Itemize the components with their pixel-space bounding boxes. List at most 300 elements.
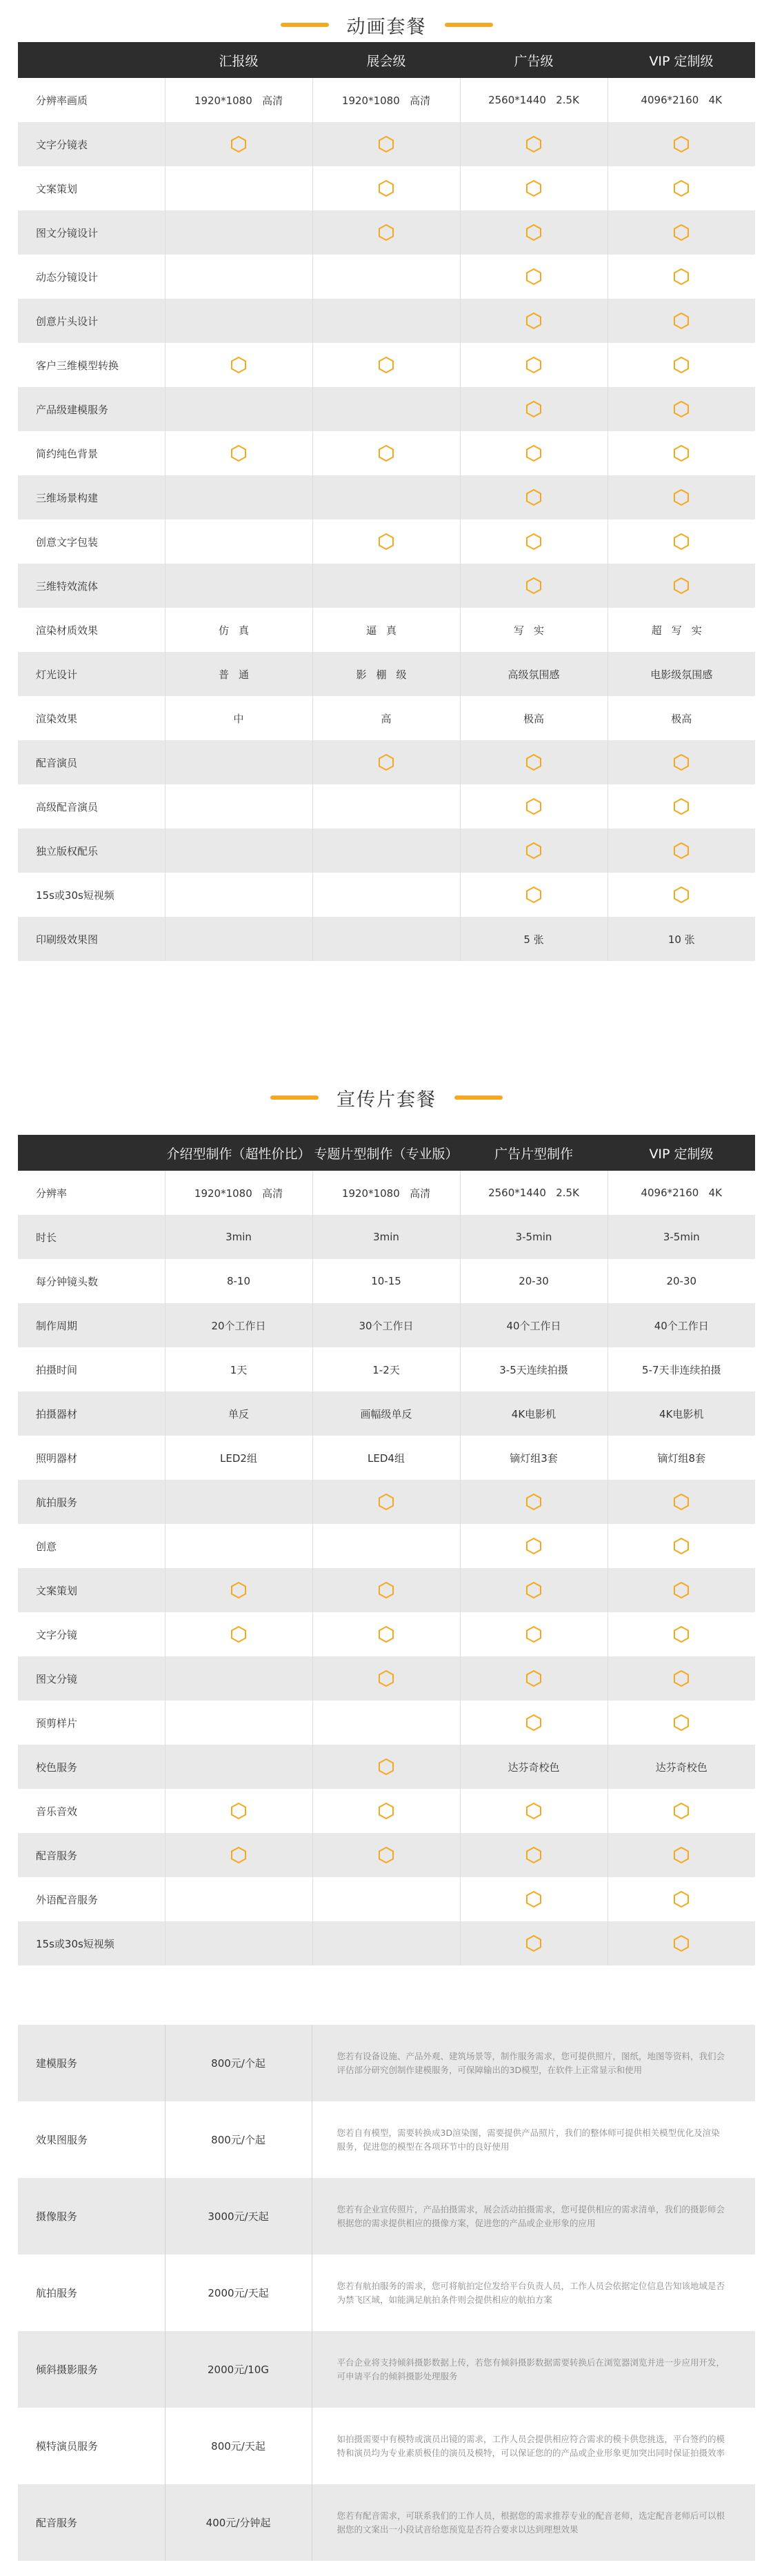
row-label: 图文分镜 — [18, 1656, 165, 1701]
included-cell — [460, 299, 608, 343]
value-cell — [165, 1171, 312, 1215]
hexagon-check-icon — [377, 753, 396, 772]
included-cell — [460, 1568, 608, 1612]
value-cell — [165, 1391, 312, 1436]
included-cell — [460, 1612, 608, 1656]
hexagon-check-icon — [377, 1845, 396, 1865]
empty-cell — [165, 1877, 312, 1921]
cell-value: 达芬奇校色 — [655, 1761, 707, 1774]
cell-value: 5 张 — [523, 933, 544, 946]
service-price: 800元/个起 — [165, 2101, 312, 2178]
hexagon-check-icon — [672, 1492, 691, 1512]
included-cell — [608, 387, 755, 431]
cell-value: 3min — [373, 1231, 399, 1243]
hexagon-check-icon — [524, 444, 543, 463]
hexagon-check-icon — [377, 444, 396, 463]
value-cell — [165, 1347, 312, 1391]
cell-value: 仿真 — [218, 624, 259, 637]
hexagon-check-icon — [672, 444, 691, 463]
value-cell — [312, 696, 460, 740]
value-cell — [165, 1303, 312, 1347]
service-price: 800元/个起 — [165, 2025, 312, 2101]
hexagon-check-icon — [524, 488, 543, 507]
service-price: 2000元/天起 — [165, 2255, 312, 2331]
included-cell — [608, 564, 755, 608]
row-label: 印刷级效果图 — [18, 917, 165, 961]
service-row — [18, 2101, 755, 2178]
row-label: 独立版权配乐 — [18, 829, 165, 873]
value-cell — [608, 1745, 755, 1789]
empty-cell — [312, 387, 460, 431]
hexagon-check-icon — [229, 444, 248, 463]
hexagon-check-icon — [672, 311, 691, 330]
row-label: 文案策划 — [18, 1568, 165, 1612]
included-cell — [608, 431, 755, 475]
service-row — [18, 2025, 755, 2101]
included-cell — [608, 475, 755, 519]
included-cell — [312, 740, 460, 784]
hexagon-check-icon — [229, 355, 248, 375]
value-cell — [165, 1436, 312, 1480]
table-row — [18, 299, 755, 343]
value-cell — [165, 1215, 312, 1259]
row-label: 创意片头设计 — [18, 299, 165, 343]
row-label: 制作周期 — [18, 1303, 165, 1347]
hexagon-check-icon — [229, 135, 248, 154]
value-cell — [608, 1303, 755, 1347]
empty-cell — [165, 387, 312, 431]
hexagon-check-icon — [524, 135, 543, 154]
value-cell — [608, 696, 755, 740]
table-row — [18, 1171, 755, 1215]
value-cell — [460, 1171, 608, 1215]
cell-value: 极高 — [671, 712, 692, 725]
hexagon-check-icon — [524, 179, 543, 198]
cell-value: 8-10 — [226, 1275, 251, 1287]
hexagon-check-icon — [229, 1845, 248, 1865]
hexagon-check-icon — [377, 135, 396, 154]
hexagon-check-icon — [524, 1625, 543, 1644]
included-cell — [460, 829, 608, 873]
column-header: 汇报级 — [165, 42, 312, 78]
hexagon-check-icon — [524, 1713, 543, 1732]
row-label: 渲染效果 — [18, 696, 165, 740]
value-cell — [312, 1259, 460, 1303]
hexagon-check-icon — [524, 1492, 543, 1512]
included-cell — [460, 564, 608, 608]
included-cell — [460, 740, 608, 784]
value-cell — [460, 1745, 608, 1789]
cell-value: 写实 — [513, 624, 554, 637]
included-cell — [460, 1701, 608, 1745]
hexagon-check-icon — [672, 399, 691, 419]
hexagon-check-icon — [672, 223, 691, 242]
cell-value: 中 — [233, 712, 244, 725]
included-cell — [312, 166, 460, 210]
cell-value: 镝灯组8套 — [657, 1452, 706, 1465]
value-cell — [165, 78, 312, 122]
value-cell — [460, 1259, 608, 1303]
service-row — [18, 2255, 755, 2331]
table-row — [18, 696, 755, 740]
included-cell — [460, 1656, 608, 1701]
table-row — [18, 1347, 755, 1391]
service-description: 您若有设备设施、产品外观、建筑场景等，制作服务需求，您可提供照片，图纸，地图等资料，我们会评估部分研究创制作建模服务，可保障输出的3D模型，在软件上正常显示和使用 — [312, 2025, 755, 2101]
table-row — [18, 740, 755, 784]
cell-value: 单反 — [228, 1407, 249, 1420]
included-cell — [460, 784, 608, 829]
empty-cell — [312, 299, 460, 343]
empty-cell — [165, 1701, 312, 1745]
empty-cell — [312, 784, 460, 829]
services-table — [18, 2025, 755, 2561]
value-cell — [312, 1215, 460, 1259]
hexagon-check-icon — [524, 1801, 543, 1821]
column-header: 专题片型制作（专业版） — [312, 1135, 460, 1171]
service-name: 建模服务 — [18, 2025, 165, 2101]
value-cell — [312, 78, 460, 122]
cell-value: 1天 — [230, 1363, 248, 1376]
hexagon-check-icon — [229, 1625, 248, 1644]
hexagon-check-icon — [672, 488, 691, 507]
table-row — [18, 1789, 755, 1833]
cell-value: 电影级氛围感 — [650, 668, 713, 681]
empty-cell — [312, 873, 460, 917]
cell-value: 镝灯组3套 — [510, 1452, 558, 1465]
service-row — [18, 2484, 755, 2561]
included-cell — [608, 1568, 755, 1612]
cell-value: 10 张 — [667, 933, 695, 946]
included-cell — [460, 343, 608, 387]
column-header: 展会级 — [312, 42, 460, 78]
value-cell — [312, 1436, 460, 1480]
value-cell — [165, 652, 312, 696]
value-cell — [312, 1347, 460, 1391]
column-header: VIP 定制级 — [608, 42, 755, 78]
table-row — [18, 784, 755, 829]
service-description: 您若有配音需求，可联系我们的工作人员，根据您的需求推荐专业的配音老师，选定配音老师后可以根据您的文案出一小段试音给您预览是否符合要求以达到理想效果 — [312, 2484, 755, 2561]
value-cell — [312, 652, 460, 696]
included-cell — [165, 431, 312, 475]
included-cell — [608, 740, 755, 784]
included-cell — [608, 1833, 755, 1877]
included-cell — [312, 1480, 460, 1524]
empty-cell — [165, 519, 312, 564]
value-cell — [460, 652, 608, 696]
cell-value: 1920*1080 高清 — [341, 94, 431, 107]
cell-value: 高 — [381, 712, 392, 725]
service-name: 航拍服务 — [18, 2255, 165, 2331]
hexagon-check-icon — [377, 223, 396, 242]
included-cell — [165, 122, 312, 166]
cell-value: 高级氛围感 — [508, 668, 560, 681]
row-label: 配音演员 — [18, 740, 165, 784]
cell-value: 20-30 — [519, 1275, 549, 1287]
included-cell — [460, 1789, 608, 1833]
value-cell — [460, 1347, 608, 1391]
empty-cell — [312, 475, 460, 519]
hexagon-check-icon — [524, 576, 543, 595]
included-cell — [165, 1833, 312, 1877]
included-cell — [312, 1833, 460, 1877]
cell-value: 4K电影机 — [511, 1407, 556, 1420]
empty-cell — [165, 210, 312, 255]
hexagon-check-icon — [524, 1669, 543, 1688]
row-label: 配音服务 — [18, 1833, 165, 1877]
included-cell — [608, 1789, 755, 1833]
column-header: 广告片型制作 — [460, 1135, 608, 1171]
row-label: 拍摄器材 — [18, 1391, 165, 1436]
cell-value: 4096*2160 4K — [641, 94, 723, 106]
included-cell — [312, 431, 460, 475]
included-cell — [460, 1524, 608, 1568]
hexagon-check-icon — [524, 1934, 543, 1953]
table-row — [18, 475, 755, 519]
cell-value: 3-5天连续拍摄 — [499, 1363, 568, 1376]
value-cell — [608, 1391, 755, 1436]
empty-cell — [165, 299, 312, 343]
table-row — [18, 829, 755, 873]
value-cell — [165, 608, 312, 652]
hexagon-check-icon — [672, 576, 691, 595]
included-cell — [460, 873, 608, 917]
table-row — [18, 652, 755, 696]
service-name: 摄像服务 — [18, 2178, 165, 2255]
empty-cell — [165, 873, 312, 917]
service-name: 效果图服务 — [18, 2101, 165, 2178]
row-label: 时长 — [18, 1215, 165, 1259]
empty-cell — [165, 1921, 312, 1965]
hexagon-check-icon — [524, 311, 543, 330]
hexagon-check-icon — [524, 399, 543, 419]
table-header-row — [18, 1135, 755, 1171]
table-row — [18, 917, 755, 961]
included-cell — [460, 1921, 608, 1965]
included-cell — [312, 1789, 460, 1833]
row-label: 文案策划 — [18, 166, 165, 210]
cell-value: 2560*1440 2.5K — [488, 94, 579, 106]
row-label: 渲染材质效果 — [18, 608, 165, 652]
row-label: 航拍服务 — [18, 1480, 165, 1524]
table-row — [18, 1391, 755, 1436]
cell-value: 5-7天非连续拍摄 — [641, 1363, 721, 1376]
cell-value: 画幅级单反 — [360, 1407, 412, 1420]
empty-cell — [312, 255, 460, 299]
table-row — [18, 1480, 755, 1524]
included-cell — [608, 1656, 755, 1701]
included-cell — [608, 1701, 755, 1745]
empty-cell — [312, 1921, 460, 1965]
hexagon-check-icon — [672, 753, 691, 772]
cell-value: 20-30 — [666, 1275, 697, 1287]
row-label: 客户三维模型转换 — [18, 343, 165, 387]
table-row — [18, 1745, 755, 1789]
service-price: 2000元/10G — [165, 2331, 312, 2408]
table-row — [18, 1833, 755, 1877]
hexagon-check-icon — [377, 355, 396, 375]
table-row — [18, 255, 755, 299]
table-row — [18, 1259, 755, 1303]
empty-cell — [165, 1656, 312, 1701]
table-row — [18, 1303, 755, 1347]
included-cell — [608, 873, 755, 917]
empty-cell — [312, 917, 460, 961]
included-cell — [312, 1612, 460, 1656]
included-cell — [165, 1789, 312, 1833]
empty-cell — [165, 1524, 312, 1568]
cell-value: 3-5min — [663, 1231, 700, 1243]
value-cell — [608, 1171, 755, 1215]
row-label: 15s或30s短视频 — [18, 873, 165, 917]
value-cell — [165, 696, 312, 740]
hexagon-check-icon — [229, 1581, 248, 1600]
row-label: 创意文字包装 — [18, 519, 165, 564]
cell-value: 40个工作日 — [506, 1319, 561, 1332]
table-row — [18, 873, 755, 917]
promo-section-title — [0, 1077, 773, 1118]
header-empty — [18, 1135, 165, 1171]
row-label: 灯光设计 — [18, 652, 165, 696]
hexagon-check-icon — [672, 1669, 691, 1688]
row-label: 高级配音演员 — [18, 784, 165, 829]
hexagon-check-icon — [524, 223, 543, 242]
table-row — [18, 1524, 755, 1568]
header-empty — [18, 42, 165, 78]
row-label: 15s或30s短视频 — [18, 1921, 165, 1965]
promo-title: 宣传片套餐 — [337, 1089, 436, 1111]
animation-package-table — [18, 42, 755, 961]
title-decor-left — [270, 1096, 319, 1100]
included-cell — [608, 122, 755, 166]
service-price: 800元/天起 — [165, 2408, 312, 2484]
included-cell — [608, 343, 755, 387]
title-decor-right — [445, 23, 493, 27]
value-cell — [608, 608, 755, 652]
row-label: 图文分镜设计 — [18, 210, 165, 255]
included-cell — [312, 1656, 460, 1701]
row-label: 每分钟镜头数 — [18, 1259, 165, 1303]
value-cell — [312, 1303, 460, 1347]
hexagon-check-icon — [672, 135, 691, 154]
cell-value: 30个工作日 — [359, 1319, 414, 1332]
row-label: 照明器材 — [18, 1436, 165, 1480]
hexagon-check-icon — [524, 885, 543, 904]
row-label: 音乐音效 — [18, 1789, 165, 1833]
table-row — [18, 431, 755, 475]
included-cell — [608, 1921, 755, 1965]
included-cell — [165, 343, 312, 387]
hexagon-check-icon — [524, 355, 543, 375]
empty-cell — [312, 829, 460, 873]
column-header: 广告级 — [460, 42, 608, 78]
value-cell — [460, 917, 608, 961]
service-name: 配音服务 — [18, 2484, 165, 2561]
empty-cell — [312, 1877, 460, 1921]
row-label: 三维场景构建 — [18, 475, 165, 519]
table-row — [18, 519, 755, 564]
hexagon-check-icon — [377, 1581, 396, 1600]
row-label: 产品级建模服务 — [18, 387, 165, 431]
hexagon-check-icon — [672, 267, 691, 286]
empty-cell — [165, 784, 312, 829]
cell-value: LED4组 — [368, 1452, 405, 1465]
table-row — [18, 608, 755, 652]
row-label: 创意 — [18, 1524, 165, 1568]
service-description: 您若有企业宣传照片，产品拍摄需求，展会活动拍摄需求，您可提供相应的需求清单，我们的摄影师会根据您的需求提供相应的摄像方案，促进您的产品或企业形象的应用 — [312, 2178, 755, 2255]
hexagon-check-icon — [672, 1581, 691, 1600]
cell-value: 普通 — [218, 668, 259, 681]
table-row — [18, 1701, 755, 1745]
table-row — [18, 166, 755, 210]
value-cell — [608, 917, 755, 961]
cell-value: 1920*1080 高清 — [341, 1187, 431, 1200]
cell-value: 达芬奇校色 — [508, 1761, 560, 1774]
table-row — [18, 1568, 755, 1612]
column-header: VIP 定制级 — [608, 1135, 755, 1171]
service-description: 您若自有模型，需要转换成3D渲染图，需要提供产品照片，我们的整体师可提供相关模型优化及渲染服务，促进您的模型在各项环节中的良好使用 — [312, 2101, 755, 2178]
hexagon-check-icon — [672, 885, 691, 904]
hexagon-check-icon — [524, 1890, 543, 1909]
cell-value: 超写实 — [651, 624, 712, 637]
value-cell — [460, 1391, 608, 1436]
included-cell — [460, 431, 608, 475]
hexagon-check-icon — [524, 532, 543, 551]
included-cell — [460, 1877, 608, 1921]
hexagon-check-icon — [229, 1801, 248, 1821]
included-cell — [460, 475, 608, 519]
hexagon-check-icon — [672, 532, 691, 551]
value-cell — [608, 652, 755, 696]
hexagon-check-icon — [672, 841, 691, 860]
row-label: 文字分镜 — [18, 1612, 165, 1656]
value-cell — [608, 78, 755, 122]
included-cell — [608, 1524, 755, 1568]
included-cell — [608, 784, 755, 829]
value-cell — [312, 608, 460, 652]
hexagon-check-icon — [672, 1934, 691, 1953]
empty-cell — [312, 564, 460, 608]
title-decor-right — [454, 1096, 503, 1100]
hexagon-check-icon — [524, 1536, 543, 1556]
value-cell — [312, 1171, 460, 1215]
value-cell — [460, 696, 608, 740]
hexagon-check-icon — [377, 1669, 396, 1688]
cell-value: 3-5min — [515, 1231, 552, 1243]
hexagon-check-icon — [524, 797, 543, 816]
table-row — [18, 564, 755, 608]
service-description: 如拍摄需要中有模特或演员出镜的需求，工作人员会提供相应符合需求的模卡供您挑选，平台签约的模特和演员均为专业素质极佳的演员及模特，可以保证您的的产品或企业形象更加突出同时保证拍摄效率 — [312, 2408, 755, 2484]
animation-section-title — [0, 4, 773, 46]
included-cell — [312, 519, 460, 564]
row-label: 三维特效流体 — [18, 564, 165, 608]
value-cell — [608, 1347, 755, 1391]
included-cell — [460, 387, 608, 431]
included-cell — [608, 1612, 755, 1656]
hexagon-check-icon — [672, 179, 691, 198]
table-row — [18, 387, 755, 431]
table-row — [18, 1436, 755, 1480]
value-cell — [165, 1259, 312, 1303]
table-row — [18, 1921, 755, 1965]
hexagon-check-icon — [524, 267, 543, 286]
hexagon-check-icon — [377, 179, 396, 198]
table-row — [18, 1656, 755, 1701]
included-cell — [608, 519, 755, 564]
cell-value: 10-15 — [371, 1275, 401, 1287]
hexagon-check-icon — [672, 355, 691, 375]
empty-cell — [165, 1480, 312, 1524]
service-description: 平台企业将支持倾斜摄影数据上传，若您有倾斜摄影数据需要转换后在浏览器浏览并进一步应用开发，可申请平台的倾斜摄影处理服务 — [312, 2331, 755, 2408]
